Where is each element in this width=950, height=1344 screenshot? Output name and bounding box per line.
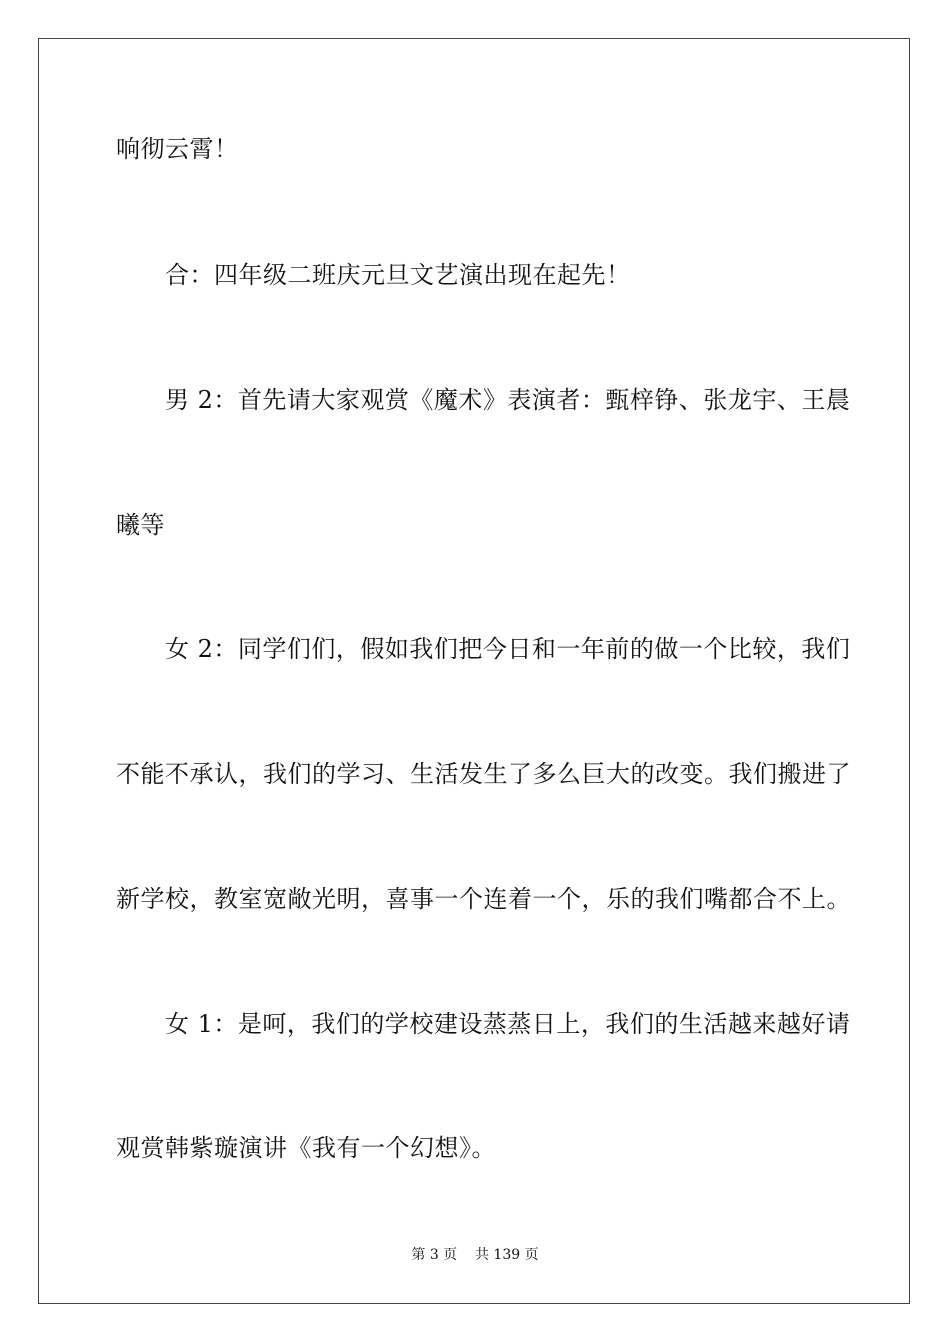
text-line-1: 响彻云霄！	[116, 135, 239, 163]
text-line-8: 女 1：是呵，我们的学校建设蒸蒸日上，我们的生活越来越好请	[165, 1010, 851, 1038]
text-line-2: 合：四年级二班庆元旦文艺演出现在起先！	[165, 261, 631, 289]
text-line-9: 观赏韩紫璇演讲《我有一个幻想》。	[116, 1134, 496, 1162]
text-line-7: 新学校，教室宽敞光明，喜事一个连着一个，乐的我们嘴都合不上。	[116, 885, 851, 913]
text-line-5: 女 2：同学们们，假如我们把今日和一年前的做一个比较，我们	[165, 635, 851, 663]
page-border	[38, 38, 910, 1304]
text-line-6: 不能不承认，我们的学习、生活发生了多么巨大的改变。我们搬进了	[116, 760, 851, 788]
page-number-footer: 第 3 页 共 139 页	[411, 1247, 539, 1263]
text-line-3: 男 2：首先请大家观赏《魔术》表演者：甄梓铮、张龙宇、王晨	[165, 386, 851, 414]
text-line-4: 曦等	[116, 511, 165, 539]
